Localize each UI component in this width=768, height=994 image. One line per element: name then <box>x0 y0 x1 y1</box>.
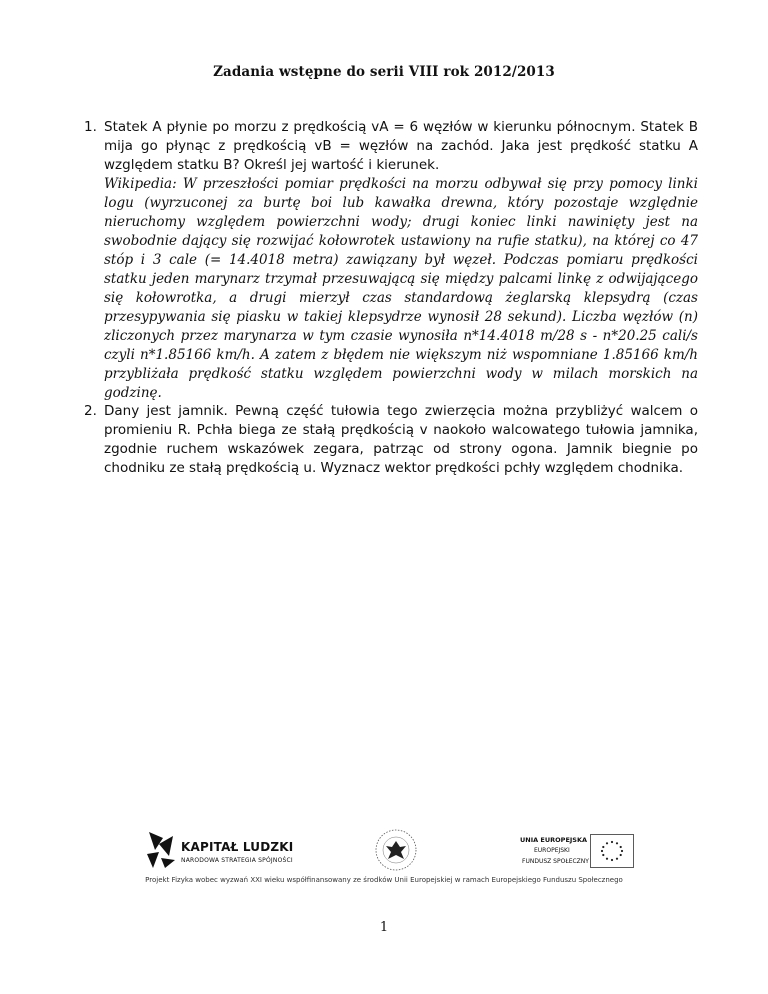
problem-text: Statek A płynie po morzu z prędkością vA = 6 węzłów w kierunku północnym. Statek B mija go płynąc z prędkością vB = węzłów na zachód. Jaka jest prędkość statku A względem statku B? Określ jej wartość i kierunek. <box>104 119 698 173</box>
problem-number: 1. <box>84 119 97 135</box>
problem-number: 2. <box>84 403 97 419</box>
eu-logo <box>504 834 644 874</box>
problem-1 <box>84 118 698 403</box>
page-title: Zadania wstępne do serii VIII rok 2012/2013 <box>213 64 555 80</box>
problem-text: Dany jest jamnik. Pewną część tułowia tego zwierzęcia można przybliżyć walcem o promieniu R. Pchła biega ze stałą prędkością v naokoło walcowatego tułowia jamnika, zgodnie ruchem wskazówek zegara, patrząc od strony ogona. Jamnik biegnie po chodniku ze stałą prędkością u. Wyznacz wektor prędkości pchły względem chodnika. <box>104 403 698 476</box>
university-seal-icon <box>374 828 418 872</box>
kapital-ludzki-title: KAPITAŁ LUDZKI <box>181 840 294 854</box>
problem-2 <box>84 402 698 478</box>
eu-line-1: UNIA EUROPEJSKA <box>520 836 588 844</box>
funding-note: Projekt Fizyka wobec wyzwań XXI wieku współfinansowany ze środków Unii Europejskiej w ramach Europejskiego Funduszu Społecznego <box>145 876 623 884</box>
eu-flag-icon <box>590 834 634 868</box>
kapital-ludzki-subtitle: NARODOWA STRATEGIA SPÓJNOŚCI <box>181 857 293 864</box>
eu-line-3: FUNDUSZ SPOŁECZNY <box>522 858 589 865</box>
eu-line-2: EUROPEJSKI <box>534 847 570 854</box>
kapital-ludzki-mark-icon <box>145 830 177 870</box>
page-number: 1 <box>379 920 389 935</box>
wikipedia-note: Wikipedia: W przeszłości pomiar prędkości na morzu odbywał się przy pomocy linki logu (wyrzuconej za burtę boi lub kawałka drewna, który pozostaje względnie nieruchomy względem powierzchni wody; drugi koniec linki nawinięty jest na swobodnie dający się rozwijać kołowrotek ustawiony na rufie statku), na której co 47 stóp i 3 cale (= 14.4018 metra) zawiązany był węzeł. Podczas pomiaru prędkości statku jeden marynarz trzymał przesuwającą się między palcami linkę z odwijającego się kołowrotka, a drugi mierzył czas standardową żeglarską klepsydrą (czas przesypywania się piasku w takiej klepsydrze wynosił 28 sekund). Liczba węzłów (n) zliczonych przez marynarza w tym czasie wynosiła n*14.4018 m/28 s - n*20.25 cali/s czyli n*1.85166 km/h. A zatem z błędem nie większym niż wspomniane 1.85166 km/h przybliżała prędkość statku względem powierzchni wody w milach morskich na godzinę. <box>104 176 698 401</box>
